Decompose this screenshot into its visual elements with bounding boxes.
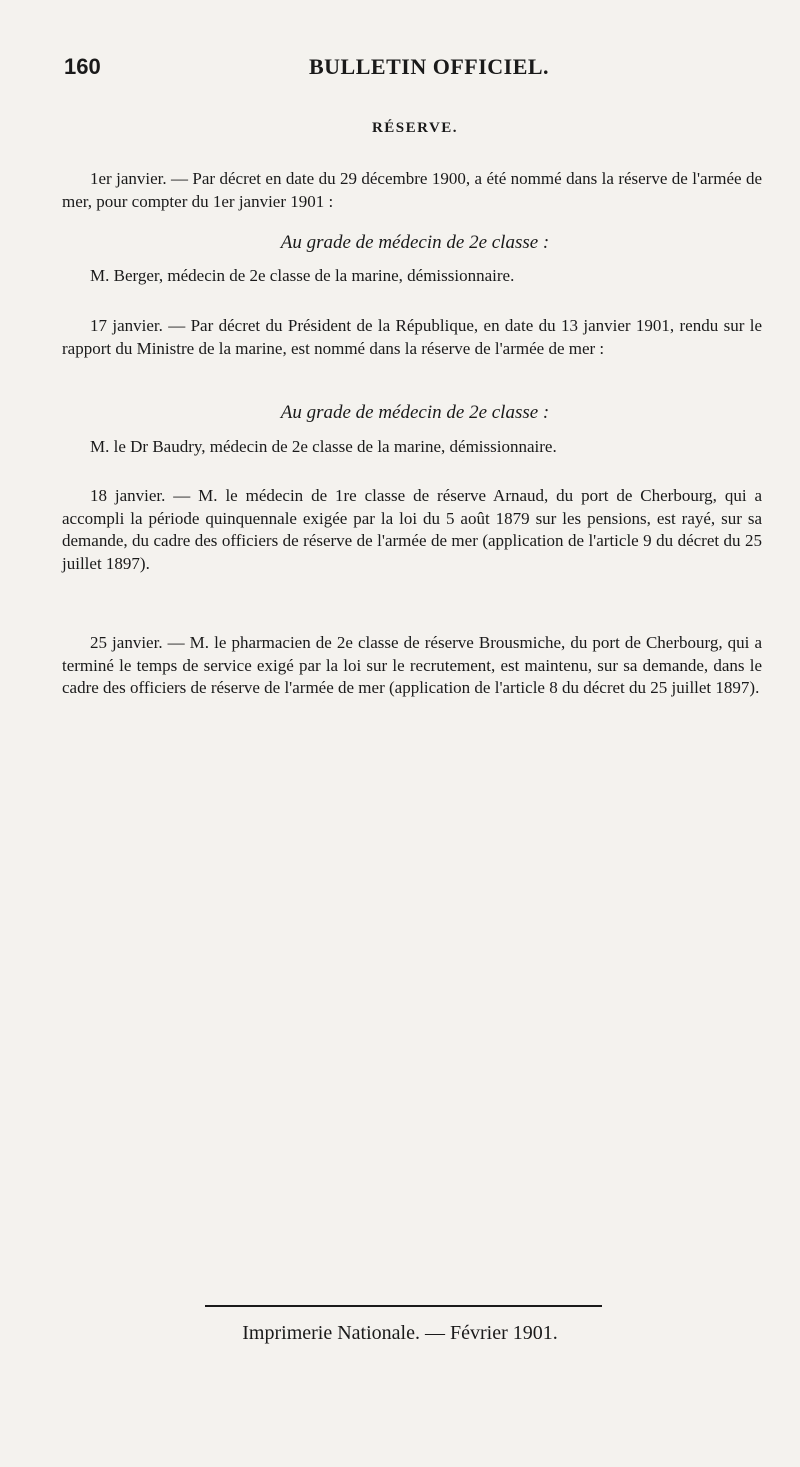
entry-text: 25 janvier. — M. le pharmacien de 2e classe de réserve Brousmiche, du port de Cherbourg, qui a terminé le temps de service exigé par la loi sur le recrutement, est maintenu, sur sa demande, dans le cadre des officiers de réserve de l'armée de mer (application de l'article 8 du décret du 25 juillet 1897). — [62, 633, 762, 697]
entry-appointment: M. le Dr Baudry, médecin de 2e classe de la marine, démissionnaire. — [90, 437, 557, 456]
imprint-line: Imprimerie Nationale. — Février 1901. — [242, 1322, 558, 1344]
entry-paragraph — [62, 315, 762, 360]
section-title: RÉSERVE. — [371, 120, 459, 136]
page-header — [64, 54, 764, 84]
footer-rule — [205, 1305, 602, 1307]
running-title: BULLETIN OFFICIEL. — [309, 54, 550, 79]
entry-paragraph — [62, 168, 762, 213]
entry-subheading: Au grade de médecin de 2e classe : — [280, 402, 550, 423]
entry-paragraph — [62, 485, 762, 575]
page-number: 160 — [64, 54, 101, 79]
entry-appointment: M. Berger, médecin de 2e classe de la marine, démissionnaire. — [90, 266, 515, 285]
entry-paragraph — [62, 632, 762, 700]
entry-text: 17 janvier. — Par décret du Président de la République, en date du 13 janvier 1901, rendu sur le rapport du Ministre de la marine, est nommé dans la réserve de l'armée de mer : — [62, 316, 762, 358]
entry-text: 1er janvier. — Par décret en date du 29 décembre 1900, a été nommé dans la réserve de l'armée de mer, pour compter du 1er janvier 1901 : — [62, 169, 762, 211]
entry-subheading: Au grade de médecin de 2e classe : — [280, 232, 550, 253]
entry-text: 18 janvier. — M. le médecin de 1re classe de réserve Arnaud, du port de Cherbourg, qui a accompli la période quinquennale exigée par la loi du 5 août 1879 sur les pensions, est rayé, sur sa demande, du cadre des officiers de réserve de l'armée de mer (application de l'article 9 du décret du 25 juillet 1897). — [62, 486, 762, 573]
